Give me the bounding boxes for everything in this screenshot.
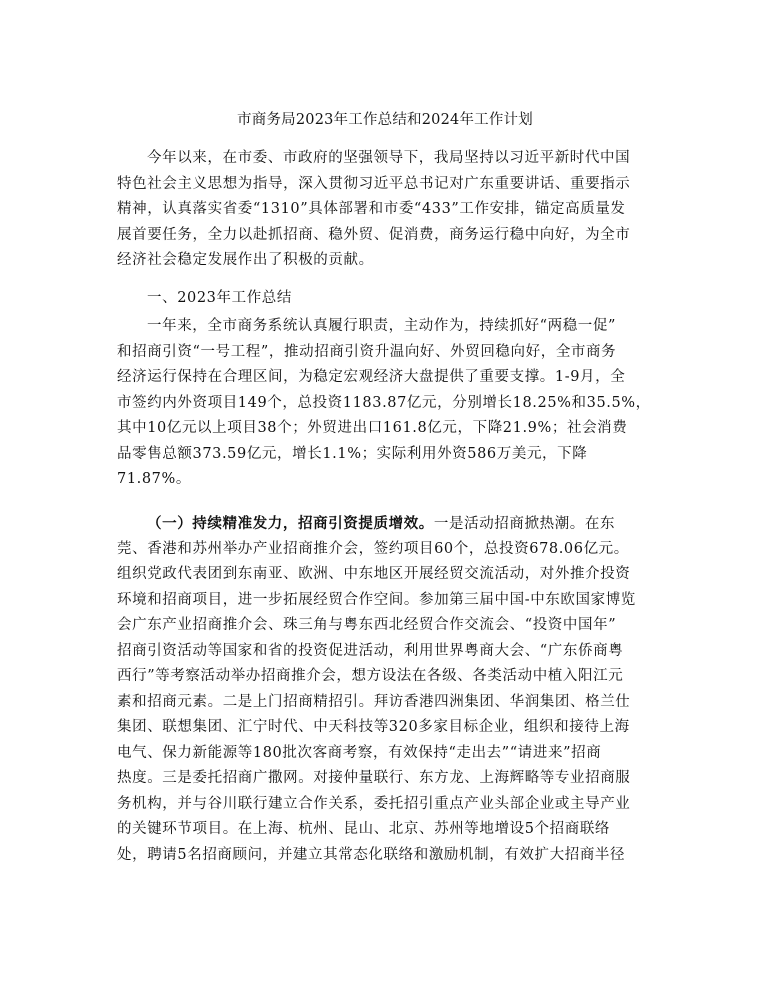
paragraph-line: 务机构，并与谷川联行建立合作关系，委托招引重点产业头部企业或主导产业 bbox=[117, 795, 631, 812]
paragraph-line bbox=[117, 511, 657, 537]
paragraph-line: 展首要任务，全力以赴抓招商、稳外贸、促消费，商务运行稳中向好，为全市 bbox=[117, 226, 631, 243]
paragraph-line: 品零售总额373.59亿元，增长1.1%；实际利用外资586万美元，下降 bbox=[117, 445, 588, 462]
paragraph-line: 经济社会稳定发展作出了积极的贡献。 bbox=[117, 252, 374, 268]
paragraph-line: 招商引资活动等国家和省的投资促进活动，利用世界粤商大会、“广东侨商粤 bbox=[117, 642, 624, 659]
paragraph-line: 特色社会主义思想为指导，深入贯彻习近平总书记对广东重要讲话、重要指示 bbox=[117, 175, 631, 192]
paragraph-line: 会广东产业招商推介会、珠三角与粤东西北经贸合作交流会、“投资中国年” bbox=[117, 617, 617, 633]
paragraph-line: 热度。三是委托招商广撒网。对接仲量联行、东方龙、上海辉略等专业招商服 bbox=[117, 770, 631, 786]
paragraph-line: 市签约内外资项目149个，总投资1183.87亿元，分别增长18.25%和35.5%， bbox=[117, 394, 651, 411]
paragraph-line: 经济运行保持在合理区间，为稳定宏观经济大盘提供了重要支撑。1-9月，全 bbox=[117, 369, 626, 385]
paragraph-line: 今年以来，在市委、市政府的坚强领导下，我局坚持以习近平新时代中国 bbox=[147, 150, 631, 166]
section-heading: 一、2023年工作总结 bbox=[147, 290, 293, 306]
subsection-paragraph bbox=[117, 511, 657, 868]
paragraph-line: 集团、联想集团、汇宁时代、中天科技等320多家目标企业，组织和接待上海 bbox=[117, 719, 630, 735]
paragraph-line: 组织党政代表团到东南亚、欧洲、中东地区开展经贸交流活动，对外推介投资 bbox=[117, 566, 631, 582]
document-title: 市商务局2023年工作总结和2024年工作计划 bbox=[237, 112, 533, 128]
paragraph-line: 环境和招商项目，进一步拓展经贸合作空间。参加第三届中国-中东欧国家博览 bbox=[117, 591, 636, 608]
paragraph-line: 电气、保力新能源等180批次客商考察，有效保持“走出去”“请进来”招商 bbox=[117, 744, 602, 761]
subsection-first-line-text: 一是活动招商掀热潮。在东 bbox=[433, 516, 616, 532]
subsection-heading: （一）持续精准发力，招商引资提质增效。 bbox=[147, 515, 434, 532]
paragraph-line: 其中10亿元以上项目38个；外贸进出口161.8亿元，下降21.9%；社会消费 bbox=[117, 420, 628, 436]
paragraph-line: 处，聘请5名招商顾问，并建立其常态化联络和激励机制，有效扩大招商半径 bbox=[117, 846, 626, 863]
paragraph-line: 71.87%。 bbox=[117, 471, 191, 487]
intro-paragraph bbox=[117, 146, 657, 274]
paragraph-line: 素和招商元素。二是上门招商精招引。拜访香港四洲集团、华润集团、格兰仕 bbox=[117, 693, 631, 710]
paragraph-line: 莞、香港和苏州举办产业招商推介会，签约项目60个，总投资678.06亿元。 bbox=[117, 540, 629, 557]
paragraph-line: 的关键环节项目。在上海、杭州、昆山、北京、苏州等地增设5个招商联络 bbox=[117, 821, 611, 837]
paragraph-line: 和招商引资“一号工程”，推动招商引资升温向好、外贸回稳向好，全市商务 bbox=[117, 343, 617, 360]
paragraph-line: 西行”等考察活动举办招商推介会，想方设法在各级、各类活动中植入阳江元 bbox=[117, 668, 624, 684]
paragraph-line: 一年来，全市商务系统认真履行职责，主动作为，持续抓好“两稳一促” bbox=[147, 318, 617, 334]
paragraph-line: 精神，认真落实省委“1310”具体部署和市委“433”工作安排，锚定高质量发 bbox=[117, 201, 626, 217]
summary-paragraph bbox=[117, 314, 657, 493]
